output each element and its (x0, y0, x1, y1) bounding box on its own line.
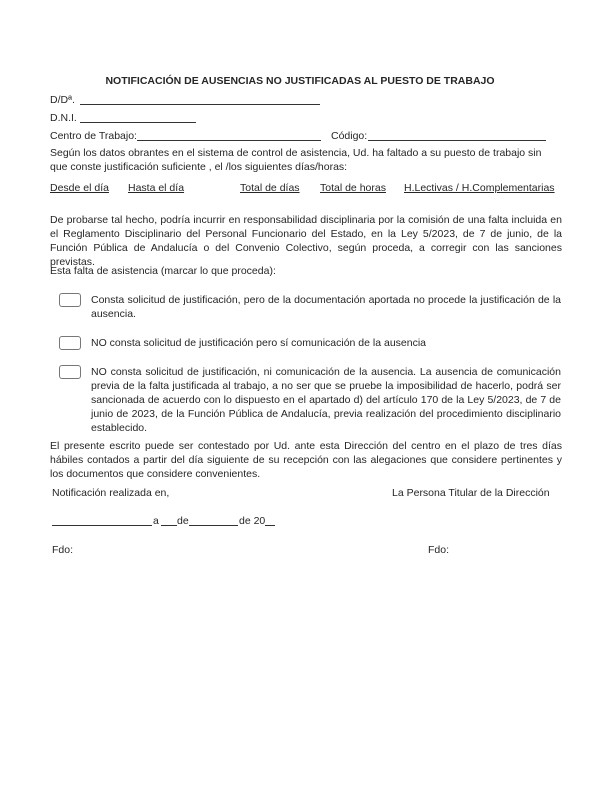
label-codigo: Código: (331, 130, 368, 142)
label-dd: D/Dª. (50, 94, 75, 106)
checkbox-option-3[interactable] (59, 365, 81, 379)
input-line-codigo[interactable] (368, 140, 546, 141)
checkbox-option-1[interactable] (59, 293, 81, 307)
option-3-text: NO consta solicitud de justificación, ni comunicación de la ausencia. La ausencia de comunicación previa de la falta justificada al trabajo, a no ser que se pruebe la imposibilidad de hacerlo, podrá ser sancionada de acuerdo con lo dispuesto en el apartado d) del artículo 170 de la Ley 5/2023, de 7 de junio de 2023, de la Función Pública de Andalucía, previa realización del procedimiento disciplinario establecido. (91, 366, 561, 434)
col-desde: Desde el día (50, 182, 109, 194)
paragraph-contestacion: El presente escrito puede ser contestado por Ud. ante esta Dirección del centro en el plazo de tres días hábiles contados a partir del día siguiente de su recepción con las alegaciones que considere pertinentes y los documentos que considere convenientes. (50, 440, 562, 480)
date-line-day[interactable] (161, 525, 177, 526)
intro-paragraph: Según los datos obrantes en el sistema de control de asistencia, Ud. ha faltado a su puesto de trabajo sin que conste justificación suficiente , el /los siguientes días/horas: (50, 147, 542, 173)
input-line-dni[interactable] (80, 122, 196, 123)
col-total-dias: Total de días (240, 182, 300, 194)
paragraph-disciplinaria: De probarse tal hecho, podría incurrir en responsabilidad disciplinaria por la comisión de una falta incluida en el Reglamento Disciplinario del Personal Funcionario del Estado, en la Ley 5/2023, de 7 de junio, de la Función Pública de Andalucía o del Convenio Colectivo, según proceda, a corregir con las sanciones previstas. (50, 214, 562, 268)
date-de-1: de (177, 515, 189, 527)
input-line-centro[interactable] (137, 140, 321, 141)
option-1-text: Consta solicitud de justificación, pero de la documentación aportada no procede la justificación de la ausencia. (91, 294, 561, 320)
date-a: a (153, 515, 159, 527)
col-hasta: Hasta el día (128, 182, 185, 194)
document-title: NOTIFICACIÓN DE AUSENCIAS NO JUSTIFICADAS AL PUESTO DE TRABAJO (105, 75, 495, 87)
label-centro: Centro de Trabajo: (50, 130, 137, 142)
titular-label: La Persona Titular de la Dirección (392, 487, 550, 499)
date-line-year[interactable] (265, 525, 275, 526)
fdo-left: Fdo: (52, 544, 74, 556)
input-line-dd[interactable] (80, 104, 320, 105)
label-dni: D.N.I. (50, 112, 77, 124)
col-horas-tipo: H.Lectivas / H.Complementarias (404, 182, 555, 194)
notificacion-label: Notificación realizada en, (52, 487, 170, 499)
fdo-right: Fdo: (428, 544, 450, 556)
mark-label: Esta falta de asistencia (marcar lo que proceda): (50, 265, 276, 277)
date-line-place[interactable] (52, 525, 152, 526)
date-line-month[interactable] (189, 525, 238, 526)
option-2-text: NO consta solicitud de justificación pero sí comunicación de la ausencia (91, 337, 427, 349)
checkbox-option-2[interactable] (59, 336, 81, 350)
col-total-horas: Total de horas (320, 182, 386, 194)
date-de-2: de 20 (239, 515, 266, 527)
